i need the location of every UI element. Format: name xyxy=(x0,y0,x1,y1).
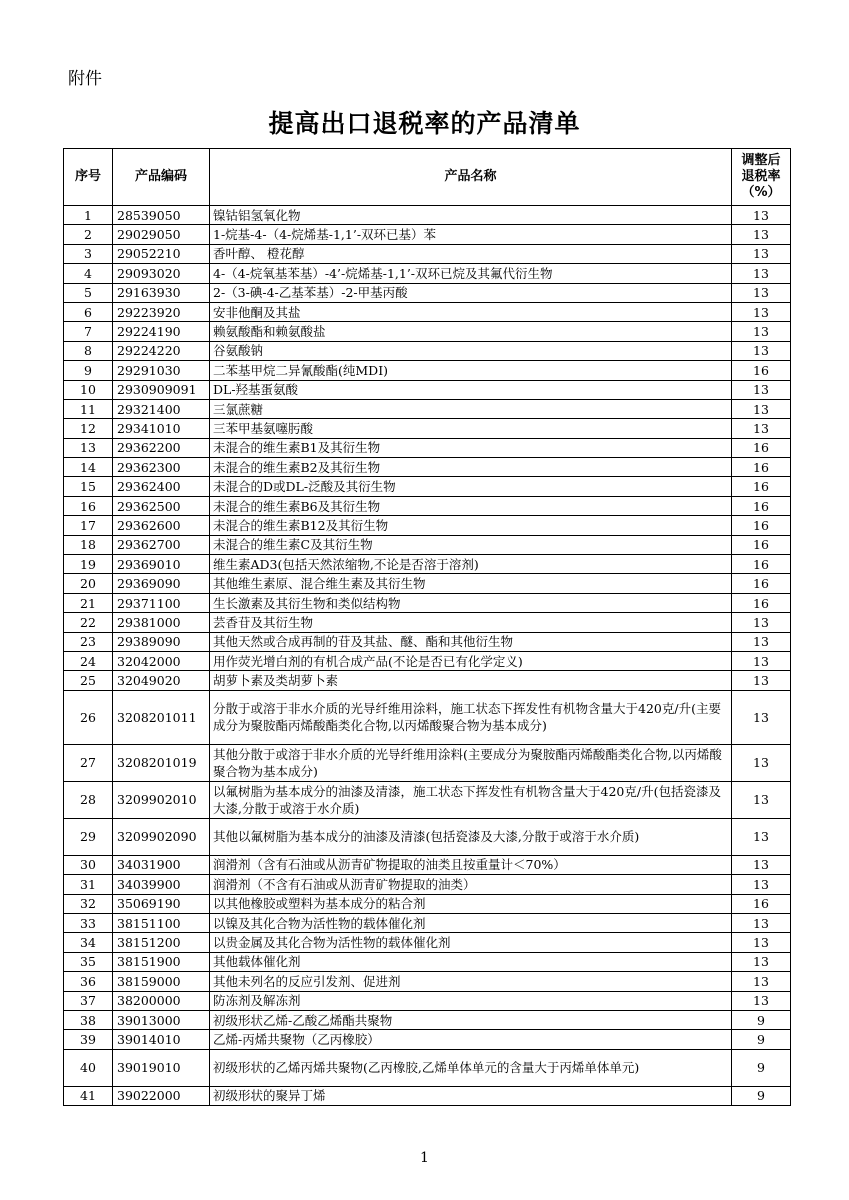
row-seq: 2 xyxy=(64,225,113,244)
row-code: 29224190 xyxy=(113,322,210,341)
row-name: 芸香苷及其衍生物 xyxy=(210,613,732,632)
row-code: 29093020 xyxy=(113,264,210,283)
row-seq: 32 xyxy=(64,894,113,913)
row-seq: 37 xyxy=(64,991,113,1010)
row-name: 胡萝卜素及类胡萝卜素 xyxy=(210,671,732,690)
row-seq: 30 xyxy=(64,855,113,874)
row-seq: 24 xyxy=(64,651,113,670)
row-seq: 41 xyxy=(64,1086,113,1105)
row-name: 未混合的维生素B12及其衍生物 xyxy=(210,516,732,535)
row-seq: 16 xyxy=(64,496,113,515)
row-code: 29381000 xyxy=(113,613,210,632)
row-rate: 16 xyxy=(732,593,791,612)
table-row xyxy=(64,341,791,360)
row-seq: 8 xyxy=(64,341,113,360)
table-row xyxy=(64,744,791,781)
row-rate: 9 xyxy=(732,1049,791,1086)
row-rate: 13 xyxy=(732,875,791,894)
row-name: 谷氨酸钠 xyxy=(210,341,732,360)
table-row xyxy=(64,283,791,302)
page-title: 提高出口退税率的产品清单 xyxy=(268,109,581,138)
table-row xyxy=(64,419,791,438)
row-rate: 16 xyxy=(732,496,791,515)
row-code: 28539050 xyxy=(113,206,210,225)
row-seq: 17 xyxy=(64,516,113,535)
row-code: 29224220 xyxy=(113,341,210,360)
row-name: 1-烷基-4-（4-烷烯基-1,1’-双环已基）苯 xyxy=(210,225,732,244)
row-rate: 9 xyxy=(732,1010,791,1029)
row-rate: 13 xyxy=(732,380,791,399)
row-code: 29362600 xyxy=(113,516,210,535)
row-code: 29371100 xyxy=(113,593,210,612)
row-name: 赖氨酸酯和赖氨酸盐 xyxy=(210,322,732,341)
row-code: 35069190 xyxy=(113,894,210,913)
row-code: 38159000 xyxy=(113,972,210,991)
row-code: 38151100 xyxy=(113,913,210,932)
row-code: 2930909091 xyxy=(113,380,210,399)
row-rate: 13 xyxy=(732,244,791,263)
row-name: 未混合的D或DL-泛酸及其衍生物 xyxy=(210,477,732,496)
header-rate xyxy=(732,149,791,206)
row-rate: 13 xyxy=(732,744,791,781)
row-name: 4-（4-烷氧基苯基）-4’-烷烯基-1,1’-双环已烷及其氟代衍生物 xyxy=(210,264,732,283)
row-seq: 15 xyxy=(64,477,113,496)
row-rate: 16 xyxy=(732,438,791,457)
row-name: 未混合的维生素C及其衍生物 xyxy=(210,535,732,554)
table-row xyxy=(64,651,791,670)
row-rate: 13 xyxy=(732,302,791,321)
header-rate-line1: 调整后 xyxy=(741,153,781,168)
row-name: 未混合的维生素B1及其衍生物 xyxy=(210,438,732,457)
row-rate: 16 xyxy=(732,555,791,574)
row-seq: 40 xyxy=(64,1049,113,1086)
row-name: 维生素AD3(包括天然浓缩物,不论是否溶于溶剂) xyxy=(210,555,732,574)
table-row xyxy=(64,1049,791,1086)
row-name: 未混合的维生素B2及其衍生物 xyxy=(210,458,732,477)
table-row xyxy=(64,302,791,321)
table-row xyxy=(64,913,791,932)
row-name: 初级形状的聚异丁烯 xyxy=(210,1086,732,1105)
row-rate: 13 xyxy=(732,206,791,225)
table-row xyxy=(64,690,791,744)
row-name: 未混合的维生素B6及其衍生物 xyxy=(210,496,732,515)
page-number: 1 xyxy=(420,1150,429,1166)
row-seq: 39 xyxy=(64,1030,113,1049)
row-code: 39019010 xyxy=(113,1049,210,1086)
row-code: 34039900 xyxy=(113,875,210,894)
attachment-label: 附件 xyxy=(68,69,102,89)
table-row xyxy=(64,781,791,818)
row-rate: 16 xyxy=(732,516,791,535)
table-row xyxy=(64,264,791,283)
row-code: 29291030 xyxy=(113,361,210,380)
table-row xyxy=(64,535,791,554)
row-seq: 1 xyxy=(64,206,113,225)
row-seq: 18 xyxy=(64,535,113,554)
table-row xyxy=(64,632,791,651)
row-seq: 12 xyxy=(64,419,113,438)
table-row xyxy=(64,438,791,457)
row-name: DL-羟基蛋氨酸 xyxy=(210,380,732,399)
row-name: 其他载体催化剂 xyxy=(210,952,732,971)
row-seq: 27 xyxy=(64,744,113,781)
row-rate: 13 xyxy=(732,818,791,855)
row-rate: 16 xyxy=(732,535,791,554)
row-seq: 5 xyxy=(64,283,113,302)
row-name: 用作荧光增白剂的有机合成产品(不论是否已有化学定义) xyxy=(210,651,732,670)
row-code: 29389090 xyxy=(113,632,210,651)
row-seq: 7 xyxy=(64,322,113,341)
row-name: 以镍及其化合物为活性物的载体催化剂 xyxy=(210,913,732,932)
table-row xyxy=(64,574,791,593)
row-name: 三苯甲基氨噻肟酸 xyxy=(210,419,732,438)
row-name: 其他维生素原、混合维生素及其衍生物 xyxy=(210,574,732,593)
row-name: 其他以氟树脂为基本成分的油漆及清漆(包括瓷漆及大漆,分散于或溶于水介质) xyxy=(210,818,732,855)
row-name: 生长激素及其衍生物和类似结构物 xyxy=(210,593,732,612)
row-name: 香叶醇、 橙花醇 xyxy=(210,244,732,263)
row-rate: 9 xyxy=(732,1086,791,1105)
table-row xyxy=(64,516,791,535)
row-code: 38151900 xyxy=(113,952,210,971)
row-code: 39022000 xyxy=(113,1086,210,1105)
table-row xyxy=(64,1086,791,1105)
row-code: 32042000 xyxy=(113,651,210,670)
header-rate-line3: （%） xyxy=(741,185,781,200)
row-rate: 16 xyxy=(732,458,791,477)
row-name: 以贵金属及其化合物为活性物的载体催化剂 xyxy=(210,933,732,952)
row-seq: 34 xyxy=(64,933,113,952)
row-rate: 9 xyxy=(732,1030,791,1049)
row-seq: 19 xyxy=(64,555,113,574)
row-code: 29163930 xyxy=(113,283,210,302)
row-code: 3209902010 xyxy=(113,781,210,818)
row-seq: 13 xyxy=(64,438,113,457)
row-rate: 13 xyxy=(732,283,791,302)
row-rate: 13 xyxy=(732,855,791,874)
row-code: 29223920 xyxy=(113,302,210,321)
row-rate: 13 xyxy=(732,671,791,690)
row-code: 29362700 xyxy=(113,535,210,554)
row-rate: 16 xyxy=(732,361,791,380)
row-name: 润滑剂（含有石油或从沥青矿物提取的油类且按重量计＜70%） xyxy=(210,855,732,874)
row-code: 3208201011 xyxy=(113,690,210,744)
table-row xyxy=(64,1030,791,1049)
table-row xyxy=(64,206,791,225)
table-row xyxy=(64,593,791,612)
row-seq: 10 xyxy=(64,380,113,399)
row-seq: 33 xyxy=(64,913,113,932)
header-name: 产品名称 xyxy=(210,149,732,206)
table-row xyxy=(64,380,791,399)
row-code: 32049020 xyxy=(113,671,210,690)
table-header-row xyxy=(64,149,791,206)
row-seq: 36 xyxy=(64,972,113,991)
row-rate: 13 xyxy=(732,613,791,632)
row-seq: 25 xyxy=(64,671,113,690)
table-row xyxy=(64,894,791,913)
row-name: 乙烯-丙烯共聚物（乙丙橡胶） xyxy=(210,1030,732,1049)
row-rate: 16 xyxy=(732,894,791,913)
row-name: 二苯基甲烷二异氰酸酯(纯MDI) xyxy=(210,361,732,380)
row-seq: 26 xyxy=(64,690,113,744)
row-seq: 29 xyxy=(64,818,113,855)
row-seq: 28 xyxy=(64,781,113,818)
row-rate: 13 xyxy=(732,341,791,360)
row-rate: 16 xyxy=(732,477,791,496)
row-name: 分散于或溶于非水介质的光导纤维用涂料，施工状态下挥发性有机物含量大于420克/升(主要成分为聚胺酯丙烯酸酯类化合物,以丙烯酸聚合物为基本成分) xyxy=(210,690,732,744)
row-code: 3208201019 xyxy=(113,744,210,781)
row-name: 初级形状乙烯-乙酸乙烯酯共聚物 xyxy=(210,1010,732,1029)
table-row xyxy=(64,991,791,1010)
row-code: 38151200 xyxy=(113,933,210,952)
table-row xyxy=(64,322,791,341)
row-seq: 20 xyxy=(64,574,113,593)
row-code: 3209902090 xyxy=(113,818,210,855)
row-name: 防冻剂及解冻剂 xyxy=(210,991,732,1010)
table-row xyxy=(64,458,791,477)
row-rate: 13 xyxy=(732,399,791,418)
row-rate: 13 xyxy=(732,632,791,651)
table-row xyxy=(64,496,791,515)
row-code: 29341010 xyxy=(113,419,210,438)
row-rate: 13 xyxy=(732,913,791,932)
row-seq: 14 xyxy=(64,458,113,477)
row-name: 润滑剂（不含有石油或从沥青矿物提取的油类） xyxy=(210,875,732,894)
row-rate: 13 xyxy=(732,972,791,991)
header-seq: 序号 xyxy=(64,149,113,206)
table-row xyxy=(64,555,791,574)
row-rate: 13 xyxy=(732,933,791,952)
row-name: 安非他酮及其盐 xyxy=(210,302,732,321)
table-row xyxy=(64,225,791,244)
table-row xyxy=(64,399,791,418)
row-seq: 4 xyxy=(64,264,113,283)
product-list-table xyxy=(63,148,791,1106)
header-rate-line2: 退税率 xyxy=(741,169,781,184)
table-row xyxy=(64,875,791,894)
row-seq: 11 xyxy=(64,399,113,418)
row-name: 以氟树脂为基本成分的油漆及清漆，施工状态下挥发性有机物含量大于420克/升(包括瓷漆及大漆,分散于或溶于水介质) xyxy=(210,781,732,818)
table-row xyxy=(64,361,791,380)
row-code: 29369010 xyxy=(113,555,210,574)
row-seq: 9 xyxy=(64,361,113,380)
table-row xyxy=(64,933,791,952)
row-name: 其他分散于或溶于非水介质的光导纤维用涂料(主要成分为聚胺酯丙烯酸酯类化合物,以丙烯酸聚合物为基本成分) xyxy=(210,744,732,781)
table-row xyxy=(64,855,791,874)
table-row xyxy=(64,477,791,496)
row-code: 29321400 xyxy=(113,399,210,418)
row-code: 39014010 xyxy=(113,1030,210,1049)
row-name: 初级形状的乙烯丙烯共聚物(乙丙橡胶,乙烯单体单元的含量大于丙烯单体单元) xyxy=(210,1049,732,1086)
row-name: 其他未列名的反应引发剂、促进剂 xyxy=(210,972,732,991)
row-code: 38200000 xyxy=(113,991,210,1010)
row-code: 29362300 xyxy=(113,458,210,477)
table-row xyxy=(64,1010,791,1029)
table-row xyxy=(64,671,791,690)
table-row xyxy=(64,952,791,971)
row-rate: 13 xyxy=(732,322,791,341)
header-code: 产品编码 xyxy=(113,149,210,206)
row-rate: 13 xyxy=(732,690,791,744)
table-row xyxy=(64,244,791,263)
row-code: 29362500 xyxy=(113,496,210,515)
row-seq: 6 xyxy=(64,302,113,321)
row-name: 三氯蔗糖 xyxy=(210,399,732,418)
table-row xyxy=(64,972,791,991)
row-name: 镍钴铝氢氧化物 xyxy=(210,206,732,225)
row-code: 29369090 xyxy=(113,574,210,593)
row-name: 2-（3-碘-4-乙基苯基）-2-甲基丙酸 xyxy=(210,283,732,302)
row-rate: 13 xyxy=(732,225,791,244)
row-rate: 13 xyxy=(732,264,791,283)
row-rate: 13 xyxy=(732,651,791,670)
row-rate: 16 xyxy=(732,574,791,593)
row-seq: 35 xyxy=(64,952,113,971)
row-seq: 22 xyxy=(64,613,113,632)
row-code: 34031900 xyxy=(113,855,210,874)
row-name: 其他天然或合成再制的苷及其盐、醚、酯和其他衍生物 xyxy=(210,632,732,651)
row-seq: 23 xyxy=(64,632,113,651)
row-seq: 3 xyxy=(64,244,113,263)
row-seq: 31 xyxy=(64,875,113,894)
row-rate: 13 xyxy=(732,952,791,971)
row-code: 29052210 xyxy=(113,244,210,263)
row-code: 29362400 xyxy=(113,477,210,496)
row-code: 29029050 xyxy=(113,225,210,244)
row-code: 29362200 xyxy=(113,438,210,457)
row-rate: 13 xyxy=(732,419,791,438)
table-row xyxy=(64,613,791,632)
row-seq: 38 xyxy=(64,1010,113,1029)
row-seq: 21 xyxy=(64,593,113,612)
row-rate: 13 xyxy=(732,781,791,818)
row-name: 以其他橡胶或塑料为基本成分的粘合剂 xyxy=(210,894,732,913)
table-row xyxy=(64,818,791,855)
row-code: 39013000 xyxy=(113,1010,210,1029)
row-rate: 13 xyxy=(732,991,791,1010)
